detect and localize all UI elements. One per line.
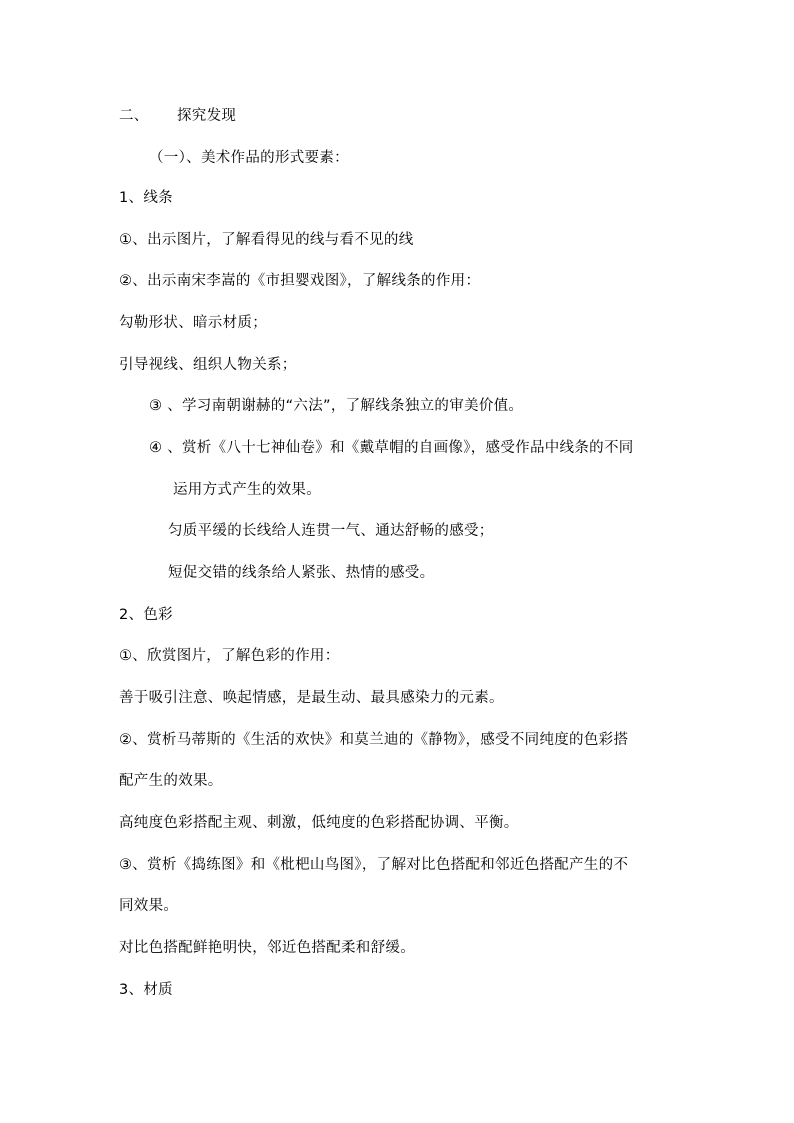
- paragraph-line: 1、线条: [119, 190, 173, 206]
- paragraph-line: 勾勒形状、暗示材质；: [119, 315, 267, 331]
- paragraph-line: 高纯度色彩搭配主观、刺激，低纯度的色彩搭配协调、平衡。: [119, 815, 519, 831]
- subheading: （一）、美术作品的形式要素：: [149, 150, 349, 166]
- paragraph-line: ①、出示图片，了解看得见的线与看不见的线: [119, 232, 414, 248]
- paragraph-line: ③ 、学习南朝谢赫的“六法”，了解线条独立的审美价值。: [149, 398, 524, 414]
- paragraph-line: ③、赏析《捣练图》和《枇杷山鸟图》，了解对比色搭配和邻近色搭配产生的不: [119, 857, 629, 873]
- paragraph-line: 2、色彩: [119, 607, 173, 623]
- paragraph-line: 运用方式产生的效果。: [173, 482, 321, 498]
- paragraph-line: 同效果。: [119, 898, 179, 914]
- paragraph-line: 对比色搭配鲜艳明快，邻近色搭配柔和舒缓。: [119, 940, 415, 956]
- paragraph-line: ②、赏析马蒂斯的《生活的欢快》和莫兰迪的《静物》，感受不同纯度的色彩搭: [119, 732, 629, 748]
- paragraph-line: 引导视线、组织人物关系；: [119, 357, 297, 373]
- paragraph-line: ②、出示南宋李嵩的《市担婴戏图》，了解线条的作用：: [119, 273, 481, 289]
- paragraph-line: ①、欣赏图片，了解色彩的作用：: [119, 648, 340, 664]
- paragraph-line: 3、材质: [119, 982, 173, 998]
- paragraph-line: 短促交错的线条给人紧张、热情的感受。: [168, 565, 435, 581]
- section-heading-text: 探究发现: [177, 108, 237, 124]
- paragraph-line: 善于吸引注意、唤起情感，是最生动、最具感染力的元素。: [119, 690, 504, 706]
- section-heading: [119, 107, 236, 125]
- paragraph-line: 匀质平缓的长线给人连贯一气、通达舒畅的感受；: [168, 523, 494, 539]
- paragraph-line: 配产生的效果。: [119, 773, 223, 789]
- section-heading-number: 二、: [119, 108, 149, 124]
- paragraph-line: ④ 、赏析《八十七神仙卷》和《戴草帽的自画像》，感受作品中线条的不同: [149, 440, 634, 456]
